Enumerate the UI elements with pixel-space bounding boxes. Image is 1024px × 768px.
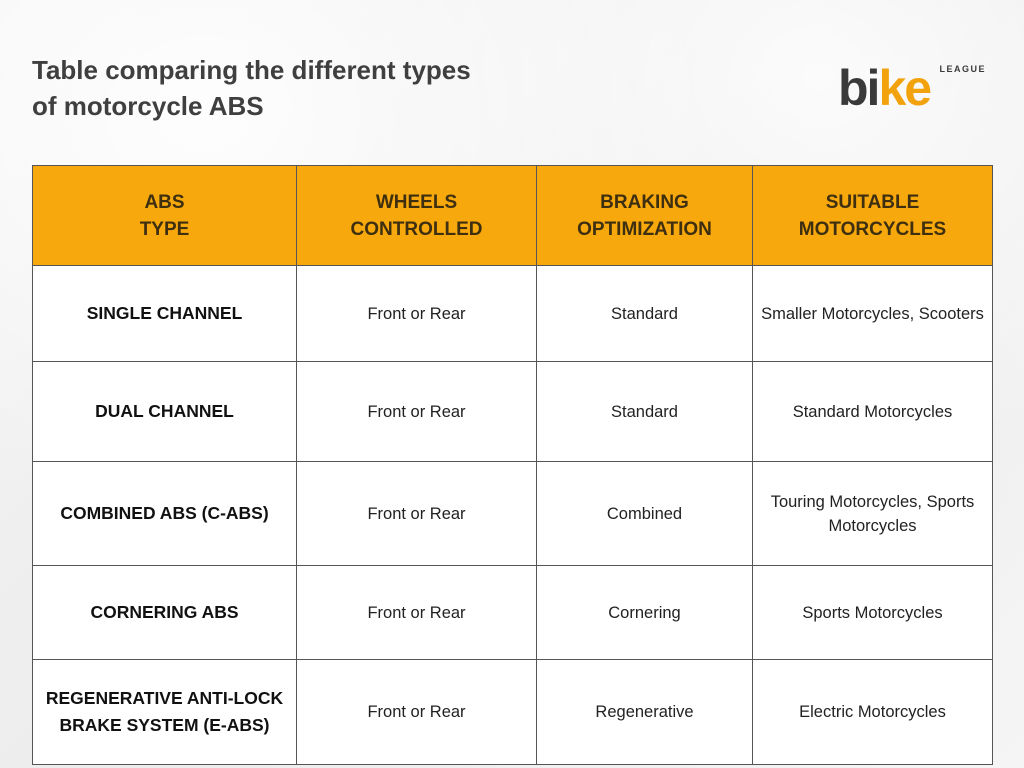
- wheels-controlled-cell: Front or Rear: [297, 362, 537, 462]
- abs-comparison-table: [32, 165, 993, 765]
- page-title: Table comparing the different types of motorcycle ABS: [32, 55, 471, 121]
- logo-ke-text: ke: [878, 60, 931, 116]
- braking-optimization-cell: Standard: [537, 362, 753, 462]
- table-row: [33, 362, 993, 462]
- abs-type-cell: REGENERATIVE ANTI-LOCK BRAKE SYSTEM (E-ABS): [33, 660, 297, 765]
- wheels-controlled-cell: Front or Rear: [297, 566, 537, 660]
- braking-optimization-cell: Cornering: [537, 566, 753, 660]
- abs-type-cell: CORNERING ABS: [33, 566, 297, 660]
- braking-optimization-cell: Standard: [537, 266, 753, 362]
- suitable-motorcycles-cell: Standard Motorcycles: [753, 362, 993, 462]
- table-row: [33, 660, 993, 765]
- abs-type-cell: COMBINED ABS (C-ABS): [33, 462, 297, 566]
- logo-wordmark: [838, 60, 930, 116]
- column-header-abs-type: ABS TYPE: [33, 166, 297, 266]
- wheels-controlled-cell: Front or Rear: [297, 266, 537, 362]
- abs-type-cell: SINGLE CHANNEL: [33, 266, 297, 362]
- wheels-controlled-cell: Front or Rear: [297, 660, 537, 765]
- column-header-suitable-motorcycles: SUITABLE MOTORCYCLES: [753, 166, 993, 266]
- column-header-wheels-controlled: WHEELS CONTROLLED: [297, 166, 537, 266]
- logo-bi-text: bi: [838, 60, 879, 116]
- table-header-row: [33, 166, 993, 266]
- braking-optimization-cell: Regenerative: [537, 660, 753, 765]
- suitable-motorcycles-cell: Sports Motorcycles: [753, 566, 993, 660]
- column-header-braking-optimization: BRAKING OPTIMIZATION: [537, 166, 753, 266]
- logo-league-text: LEAGUE: [939, 64, 986, 74]
- table-row: [33, 462, 993, 566]
- suitable-motorcycles-cell: Touring Motorcycles, Sports Motorcycles: [753, 462, 993, 566]
- abs-type-cell: DUAL CHANNEL: [33, 362, 297, 462]
- braking-optimization-cell: Combined: [537, 462, 753, 566]
- suitable-motorcycles-cell: Smaller Motorcycles, Scooters: [753, 266, 993, 362]
- bike-league-logo: [838, 60, 990, 118]
- table-row: [33, 566, 993, 660]
- table-row: [33, 266, 993, 362]
- suitable-motorcycles-cell: Electric Motorcycles: [753, 660, 993, 765]
- wheels-controlled-cell: Front or Rear: [297, 462, 537, 566]
